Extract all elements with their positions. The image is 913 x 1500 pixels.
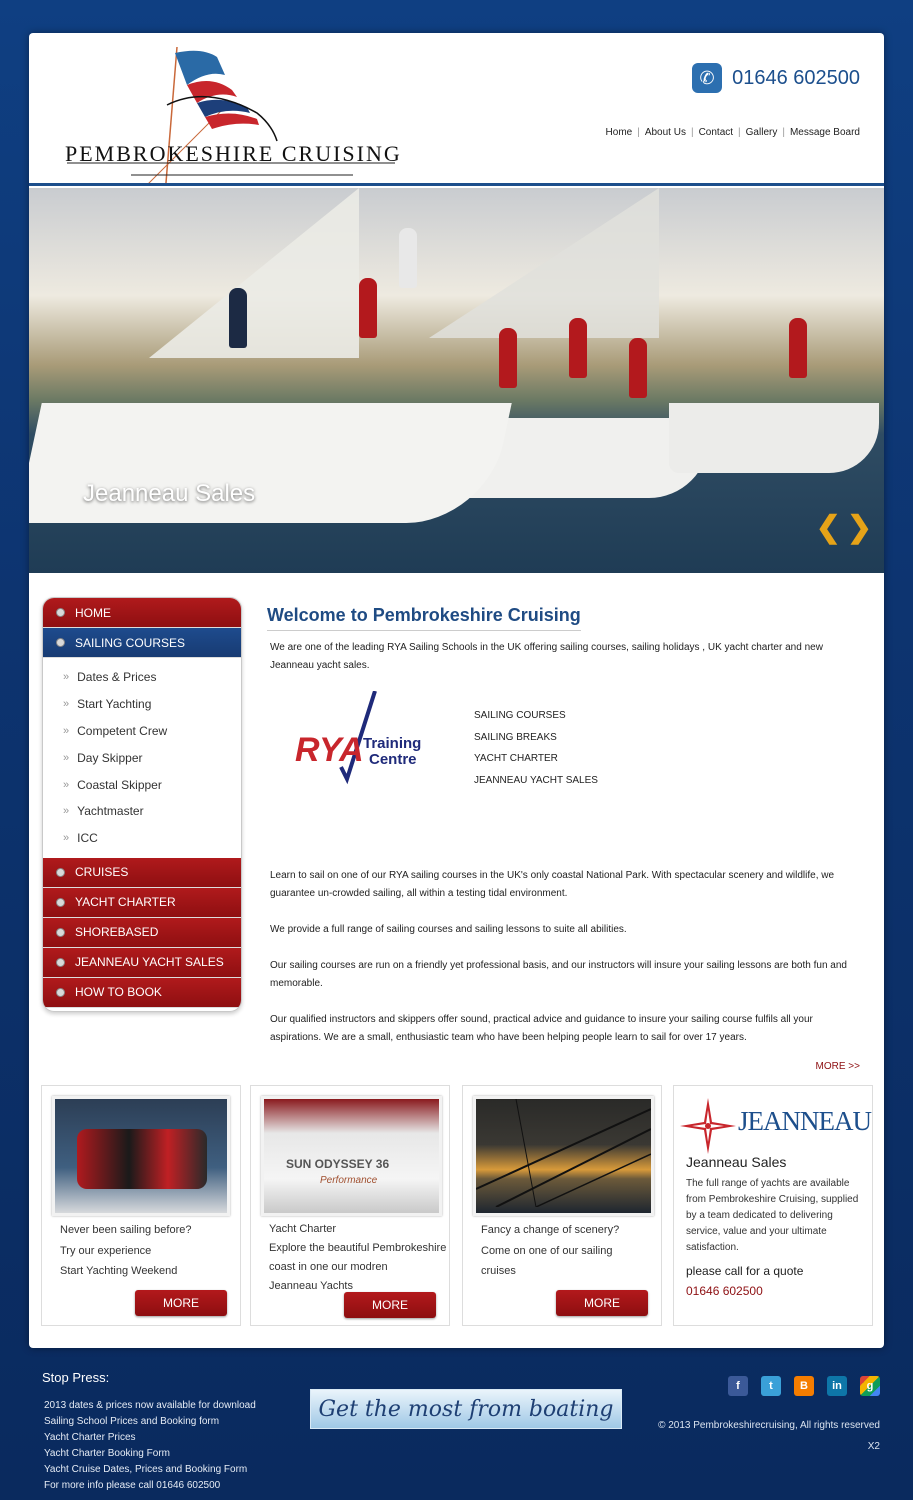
sidebar-item-yacht-charter[interactable]: YACHT CHARTER <box>43 888 241 918</box>
subnav-day-skipper[interactable]: » Day Skipper <box>63 750 143 765</box>
sail-shape <box>429 188 659 338</box>
chevron-right-icon: » <box>63 832 70 845</box>
google-icon[interactable]: g <box>860 1376 880 1396</box>
twitter-icon[interactable]: t <box>761 1376 781 1396</box>
subnav-coastal-skipper[interactable]: » Coastal Skipper <box>63 777 162 792</box>
slider-next-icon[interactable]: ❯ <box>846 511 872 544</box>
sidebar-nav <box>42 597 242 1012</box>
subnav-yachtmaster[interactable]: » Yachtmaster <box>63 804 144 819</box>
paragraph: Our sailing courses are run on a friendly yet professional basis, and our instructors will insure your sailing lessons are both fun and memorable. <box>270 960 847 989</box>
slider-arrows <box>816 510 872 545</box>
sidebar-item-sailing-courses[interactable]: SAILING COURSES <box>43 628 241 658</box>
bullet-icon <box>56 868 65 877</box>
boating-banner[interactable]: Get the most from boating <box>310 1389 622 1429</box>
footer-link[interactable]: Sailing School Prices and Booking form <box>44 1416 220 1427</box>
svg-text:Training: Training <box>363 735 422 752</box>
phone-icon: ✆ <box>692 63 722 93</box>
footer-link[interactable]: Yacht Cruise Dates, Prices and Booking Form <box>44 1464 248 1475</box>
footer-link[interactable]: 2013 dates & prices now available for download <box>44 1400 256 1411</box>
link-sailing-breaks[interactable]: SAILING BREAKS <box>474 731 557 743</box>
chevron-right-icon: » <box>63 671 70 684</box>
jeanneau-phone: 01646 602500 <box>686 1284 763 1298</box>
chevron-right-icon: » <box>63 698 70 711</box>
nav-gallery[interactable]: Gallery <box>745 127 778 138</box>
feature-box-cruises <box>462 1085 662 1326</box>
page-card <box>29 33 884 1348</box>
subnav-start-yachting[interactable]: » Start Yachting <box>63 697 152 712</box>
hero-top-bar <box>29 183 884 186</box>
main-content <box>267 605 862 1072</box>
feature-box-jeanneau <box>673 1085 873 1326</box>
box-photo <box>473 1096 654 1216</box>
bullet-icon <box>56 958 65 967</box>
footer-links <box>44 1398 256 1494</box>
crew-figure <box>229 288 247 348</box>
top-nav: Home | About Us | Contact | Gallery | Message Board <box>605 127 860 138</box>
bullet-icon <box>56 928 65 937</box>
feature-box-start-yachting <box>41 1085 241 1326</box>
nav-home[interactable]: Home <box>605 127 633 138</box>
subnav-competent-crew[interactable]: » Competent Crew <box>63 723 168 738</box>
bullet-icon <box>56 898 65 907</box>
subnav-icc[interactable]: » ICC <box>63 831 98 846</box>
chevron-right-icon: » <box>63 724 70 737</box>
crew-figure <box>399 228 417 288</box>
linkedin-icon[interactable]: in <box>827 1376 847 1396</box>
rya-logo-icon <box>295 691 440 801</box>
body-text <box>270 867 862 1047</box>
box-photo <box>52 1096 230 1216</box>
box-photo: SUN ODYSSEY 36 Performance <box>261 1096 442 1216</box>
facebook-icon[interactable]: f <box>728 1376 748 1396</box>
phone-number: 01646 602500 <box>732 66 860 89</box>
bullet-icon <box>56 608 65 617</box>
rya-training-centre-logo <box>295 691 440 801</box>
box-text: Never been sailing before? Try our experience Start Yachting Weekend <box>60 1224 192 1277</box>
more-button[interactable]: MORE <box>135 1290 227 1316</box>
nav-contact[interactable]: Contact <box>698 127 734 138</box>
copyright: © 2013 Pembrokeshirecruising, All rights reserved <box>658 1420 880 1431</box>
hero-caption: Jeanneau Sales <box>83 480 256 507</box>
page-title: Welcome to Pembrokeshire Cruising <box>267 605 581 631</box>
footer-link: For more info please call 01646 602500 <box>44 1480 221 1491</box>
svg-text:RYA: RYA <box>295 731 364 769</box>
social-links <box>728 1376 880 1396</box>
jeanneau-call: please call for a quote <box>686 1264 804 1278</box>
paragraph: Learn to sail on one of our RYA sailing courses in the UK's only coastal National Park. With spectacular scenery and wildlife, we guarantee un-crowded sailing, all within a testing tidal environment. <box>270 870 835 899</box>
yacht-hull <box>669 403 879 473</box>
more-button[interactable]: MORE <box>344 1292 436 1318</box>
jeanneau-logo: JEANNEAU <box>738 1106 871 1136</box>
jeanneau-text: The full range of yachts are available from Pembrokeshire Cruising, supplied by a team dedicated to delivering service, value and your ultimate satisfaction. <box>686 1178 859 1253</box>
hero-slider[interactable] <box>29 188 884 573</box>
footer-link[interactable]: Yacht Charter Prices <box>44 1432 136 1443</box>
crew-figure <box>499 328 517 388</box>
bullet-icon <box>56 638 65 647</box>
bullet-icon <box>56 988 65 997</box>
sail-shape <box>149 188 359 358</box>
chevron-right-icon: » <box>63 778 70 791</box>
logo[interactable] <box>47 45 407 185</box>
phone-block <box>692 63 860 93</box>
crew-figure <box>359 278 377 338</box>
jeanneau-title: Jeanneau Sales <box>686 1154 787 1170</box>
chevron-right-icon: » <box>63 805 70 818</box>
slider-prev-icon[interactable]: ❮ <box>815 511 841 544</box>
nav-about-us[interactable]: About Us <box>644 127 686 138</box>
compass-rose-icon <box>680 1098 736 1154</box>
box-text: Fancy a change of scenery? Come on one of our sailing cruises <box>481 1224 620 1277</box>
footer-title: Stop Press: <box>42 1370 110 1385</box>
more-button[interactable]: MORE <box>556 1290 648 1316</box>
nav-message-board[interactable]: Message Board <box>789 127 860 138</box>
sidebar-item-home[interactable]: HOME <box>43 598 241 628</box>
sidebar-item-jeanneau-yacht-sales[interactable]: JEANNEAU YACHT SALES <box>43 948 241 978</box>
more-link[interactable]: MORE >> <box>815 1061 860 1072</box>
paragraph: We provide a full range of sailing courses and sailing lessons to suite all abilities. <box>270 924 627 935</box>
logo-text: PEMBROKESHIRE CRUISING <box>65 141 402 166</box>
link-jeanneau-yacht-sales[interactable]: JEANNEAU YACHT SALES <box>474 774 598 786</box>
course-links <box>474 705 598 791</box>
blogger-icon[interactable]: B <box>794 1376 814 1396</box>
footer-link[interactable]: Yacht Charter Booking Form <box>44 1448 170 1459</box>
link-yacht-charter[interactable]: YACHT CHARTER <box>474 753 558 764</box>
feature-box-yacht-charter <box>250 1085 450 1326</box>
link-sailing-courses[interactable]: SAILING COURSES <box>474 710 566 721</box>
crew-figure <box>789 318 807 378</box>
intro-text: We are one of the leading RYA Sailing Schools in the UK offering sailing courses, sailing holidays , UK yacht charter and new Jeanneau yacht sales. <box>270 642 823 671</box>
sidebar-item-shorebased[interactable]: SHOREBASED <box>43 918 241 948</box>
box-text: Yacht Charter Explore the beautiful Pembrokeshire coast in one our modren Jeanneau Yachts <box>269 1223 447 1292</box>
paragraph: Our qualified instructors and skippers offer sound, practical advice and guidance to insure your sailing course fulfils all your aspirations. We are a small, enthusiastic team who have been helping people learn to sail for over 17 years. <box>270 1014 813 1043</box>
sidebar-subnav <box>43 658 241 858</box>
sidebar-item-cruises[interactable]: CRUISES <box>43 858 241 888</box>
designer-credit[interactable]: X2 <box>867 1441 880 1452</box>
crew-figure <box>629 338 647 398</box>
subnav-dates-prices[interactable]: » Dates & Prices <box>63 670 157 685</box>
sidebar-item-how-to-book[interactable]: HOW TO BOOK <box>43 978 241 1008</box>
crew-figure <box>569 318 587 378</box>
chevron-right-icon: » <box>63 751 70 764</box>
svg-text:Centre: Centre <box>369 751 417 768</box>
